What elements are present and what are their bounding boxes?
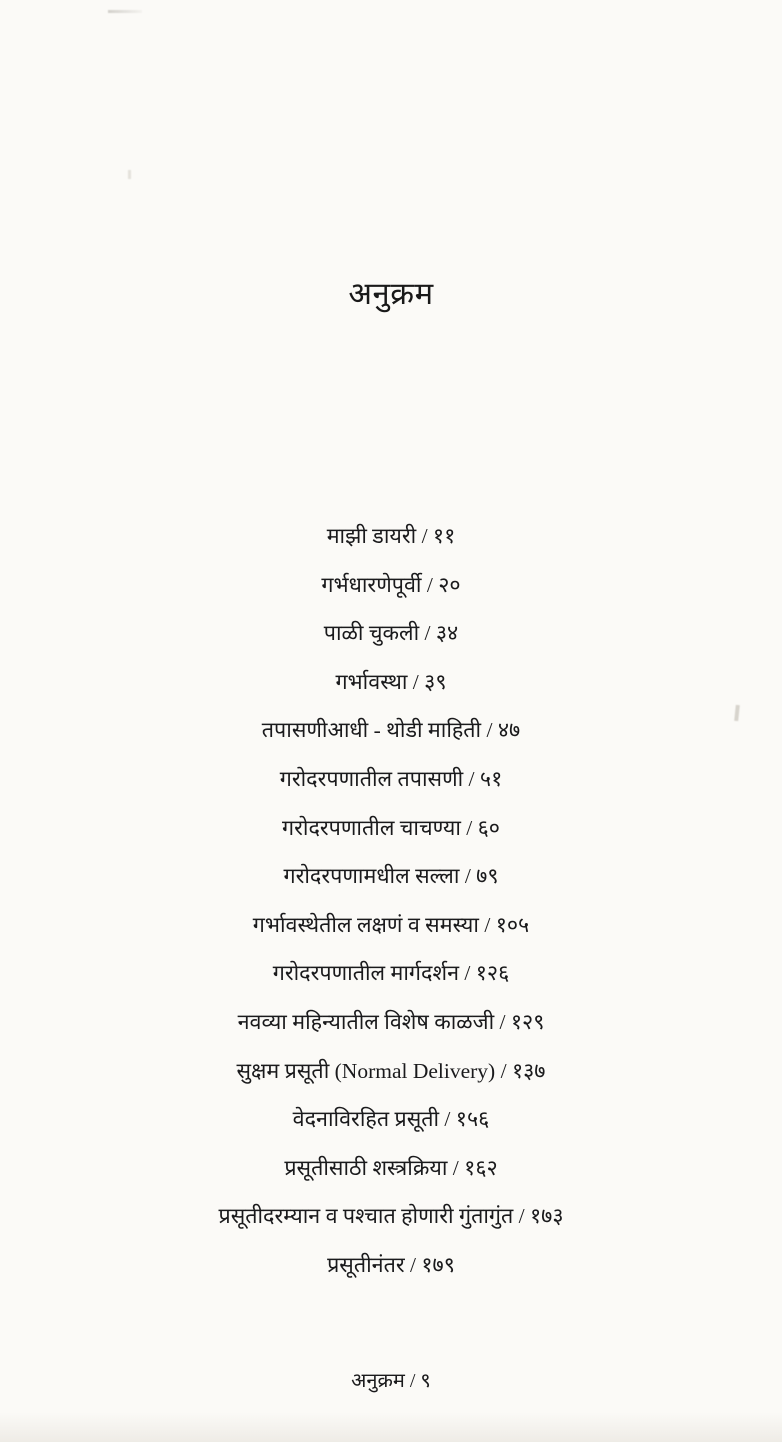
toc-entry: गरोदरपणातील मार्गदर्शन / १२६ [272, 961, 510, 986]
toc-entry: गर्भावस्थेतील लक्षणं व समस्या / १०५ [252, 912, 530, 937]
table-of-contents [0, 512, 782, 1290]
page-title: अनुक्रम [348, 276, 434, 311]
toc-entry: माझी डायरी / ११ [326, 524, 456, 548]
toc-entry: गरोदरपणातील चाचण्या / ६० [282, 815, 500, 840]
toc-entry: तपासणीआधी - थोडी माहिती / ४७ [261, 718, 521, 743]
toc-entry: गरोदरपणामधील सल्ला / ७९ [283, 864, 499, 889]
scan-shadow [0, 1412, 782, 1442]
toc-entry: नवव्या महिन्यातील विशेष काळजी / १२९ [237, 1009, 545, 1034]
toc-entry: गर्भावस्था / ३९ [335, 669, 447, 694]
toc-entry: गरोदरपणातील तपासणी / ५१ [279, 766, 503, 791]
toc-entry: सुक्षम प्रसूती (Normal Delivery) / १३७ [236, 1058, 546, 1083]
toc-entry: वेदनाविरहित प्रसूती / १५६ [292, 1107, 490, 1132]
toc-entry: प्रसूतीदरम्यान व पश्चात होणारी गुंतागुंत / १७३ [218, 1204, 564, 1229]
page-footer: अनुक्रम / ९ [351, 1370, 431, 1392]
scan-artifact-left [128, 170, 131, 179]
toc-entry: गर्भधारणेपूर्वी / २० [321, 572, 461, 597]
toc-entry: प्रसूतीसाठी शस्त्रक्रिया / १६२ [284, 1155, 498, 1180]
scan-artifact-top [108, 10, 142, 13]
toc-entry: प्रसूतीनंतर / १७९ [327, 1252, 455, 1277]
toc-entry: पाळी चुकली / ३४ [323, 621, 459, 646]
